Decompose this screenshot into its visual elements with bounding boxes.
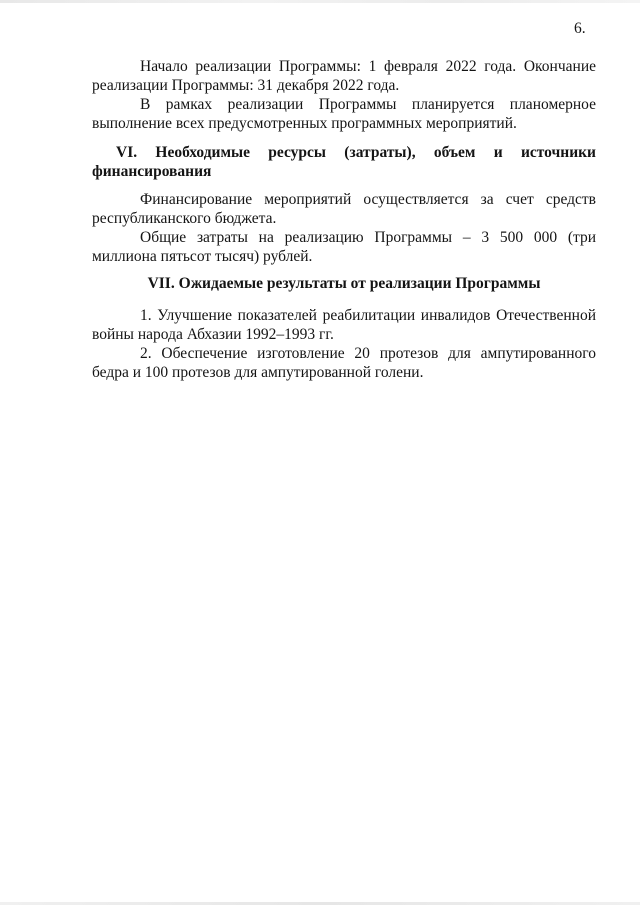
section-6-heading-block — [92, 143, 596, 181]
scan-edge-top — [0, 0, 640, 3]
intro-paragraph-dates: Начало реализации Программы: 1 февраля 2022 года. Окончание реализации Программы: 31 декабря 2022 года. — [92, 58, 596, 94]
section-6-heading: VI. Необходимые ресурсы (затраты), объем и источники финансирования — [92, 144, 596, 180]
intro-block — [92, 57, 596, 133]
section-7-body — [92, 306, 596, 382]
section-7-heading: VII. Ожидаемые результаты от реализации Программы — [147, 275, 541, 292]
section-6-body — [92, 190, 596, 266]
section-7-heading-block — [92, 274, 596, 293]
section-6-paragraph-funding: Финансирование мероприятий осуществляется за счет средств республиканского бюджета. — [92, 191, 596, 227]
page-number: 6. — [574, 20, 586, 37]
section-6-paragraph-costs: Общие затраты на реализацию Программы – 3 500 000 (три миллиона пятьсот тысяч) рублей. — [92, 229, 596, 265]
section-7-item-2: 2. Обеспечение изготовление 20 протезов для ампутированного бедра и 100 протезов для ампутированной голени. — [92, 345, 596, 381]
intro-paragraph-plan: В рамках реализации Программы планируется планомерное выполнение всех предусмотренных программных мероприятий. — [92, 96, 596, 132]
section-7-item-1: 1. Улучшение показателей реабилитации инвалидов Отечественной войны народа Абхазии 1992–1993 гг. — [92, 307, 596, 343]
